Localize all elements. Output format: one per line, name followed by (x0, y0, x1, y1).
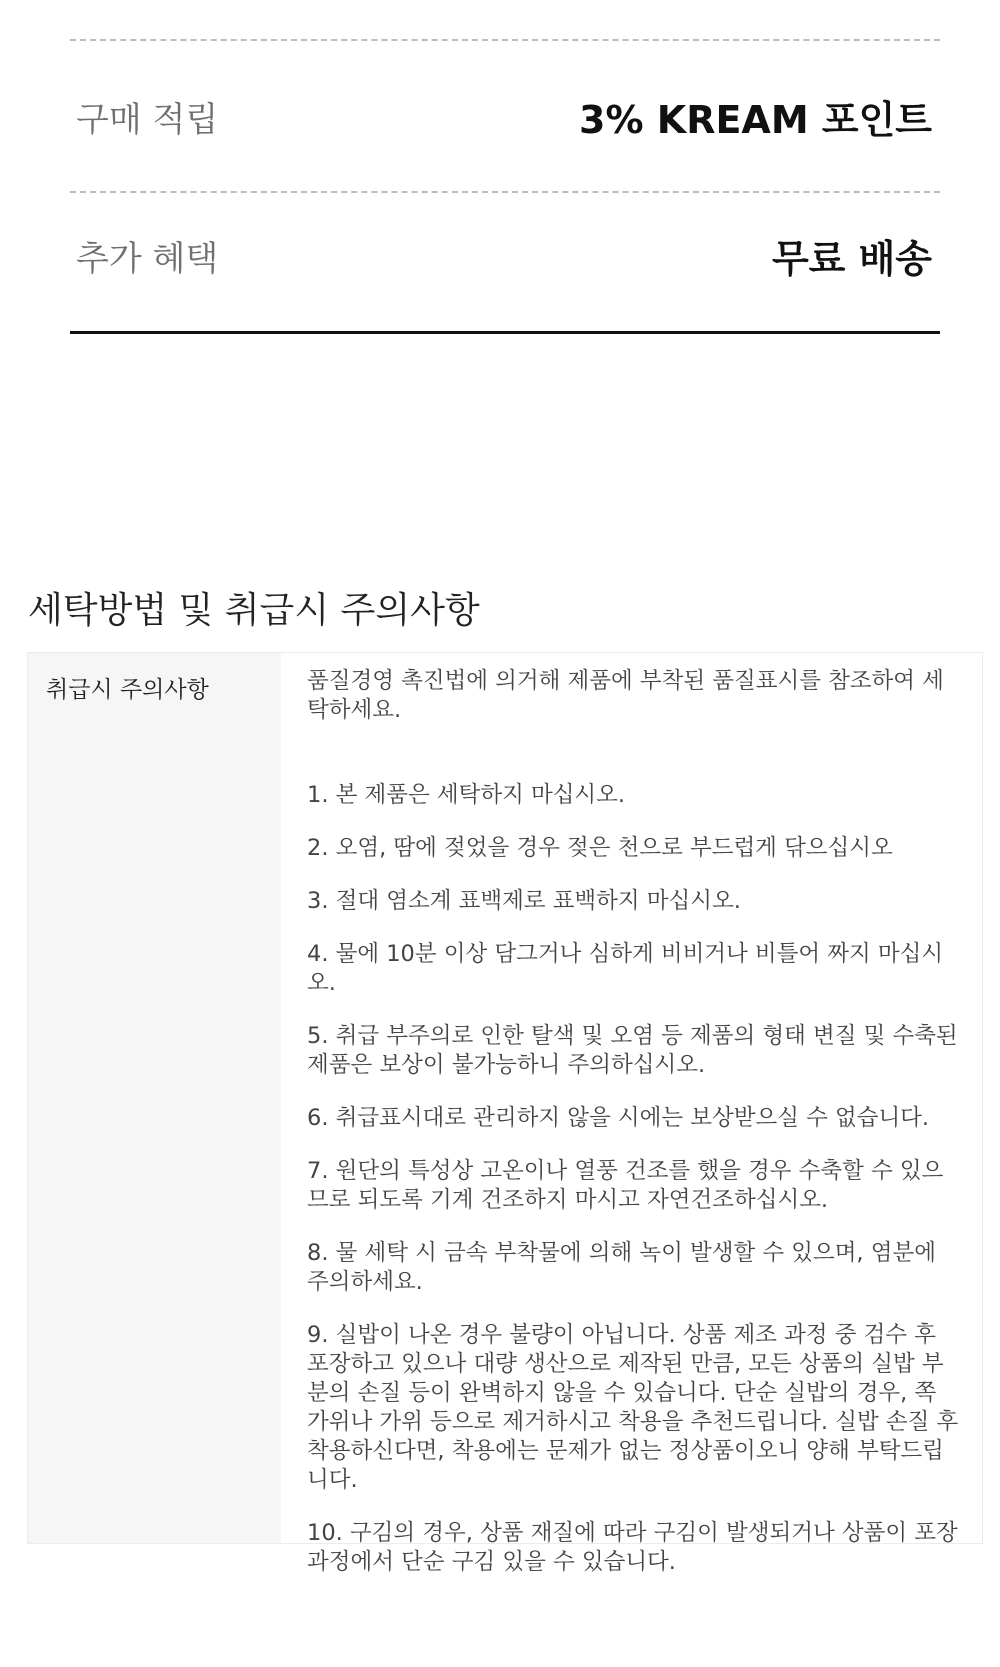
care-item: 9. 실밥이 나온 경우 불량이 아닙니다. 상품 제조 과정 중 검수 후 포장하고 있으나 대량 생산으로 제작된 만큼, 모든 상품의 실밥 부분의 손질 등이 완벽하지 않을 수 있습니다. 단순 실밥의 경우, 쪽 가위나 가위 등으로 제거하시고 착용을 추천드립니다. 실밥 손질 후 착용하신다면, 착용에는 문제가 없는 정상품이오니 양해 부탁드립니다. (307, 1322, 959, 1493)
section-title: 세탁방법 및 취급시 주의사항 (28, 590, 480, 631)
care-item: 5. 취급 부주의로 인한 탈색 및 오염 등 제품의 형태 변질 및 수축된 제품은 보상이 불가능하니 주의하십시오. (307, 1023, 958, 1078)
benefit-row-points (70, 41, 940, 191)
care-intro: 품질경영 촉진법에 의거해 제품에 부착된 품질표시를 참조하여 세탁하세요. (307, 668, 944, 723)
care-table-body (281, 653, 982, 1575)
care-item: 1. 본 제품은 세탁하지 마십시오. (307, 782, 626, 808)
care-item: 3. 절대 염소계 표백제로 표백하지 마십시오. (307, 888, 741, 914)
benefit-value: 3% KREAM 포인트 (579, 97, 932, 142)
care-instructions-table (27, 652, 983, 1575)
care-item: 10. 구김의 경우, 상품 재질에 따라 구김이 발생되거나 상품이 포장 과정에서 단순 구김 있을 수 있습니다. (307, 1520, 958, 1575)
care-list (307, 781, 962, 1577)
care-item: 4. 물에 10분 이상 담그거나 심하게 비비거나 비틀어 짜지 마십시오. (307, 941, 944, 996)
care-table-header: 취급시 주의사항 (28, 653, 281, 1543)
care-item: 7. 원단의 특성상 고온이나 열풍 건조를 했을 경우 수축할 수 있으므로 되도록 기계 건조하지 마시고 자연건조하십시오. (307, 1158, 944, 1213)
benefit-label: 구매 적립 (76, 99, 219, 140)
care-item: 8. 물 세탁 시 금속 부착물에 의해 녹이 발생할 수 있으며, 염분에 주의하세요. (307, 1240, 936, 1295)
care-item: 2. 오염, 땀에 젖었을 경우 젖은 천으로 부드럽게 닦으십시오 (307, 835, 893, 861)
benefit-row-extra (70, 193, 940, 317)
solid-divider (70, 331, 940, 334)
benefit-value: 무료 배송 (771, 236, 932, 281)
care-item: 6. 취급표시대로 관리하지 않을 시에는 보상받으실 수 없습니다. (307, 1105, 930, 1131)
benefits-section (70, 0, 940, 334)
benefit-label: 추가 혜택 (76, 238, 219, 279)
